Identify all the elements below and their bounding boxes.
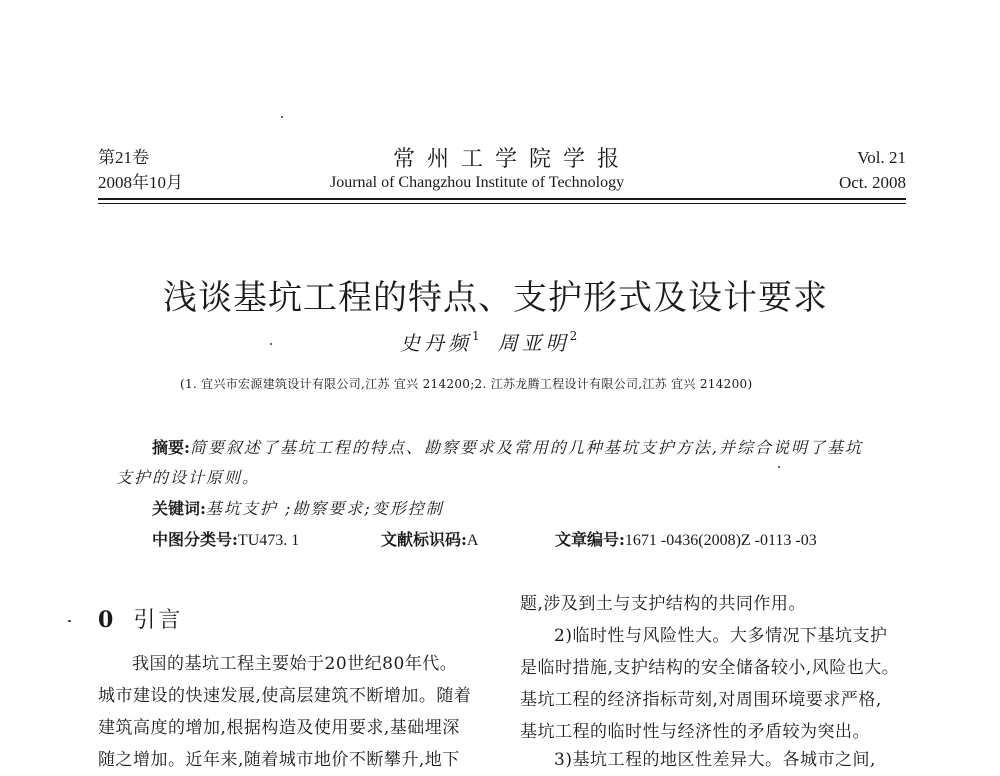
body-line: 2)临时性与风险性大。大多情况下基坑支护 <box>554 626 888 646</box>
section-heading <box>98 603 183 634</box>
section-number: 0 <box>98 607 114 633</box>
abstract-text: 简要叙述了基坑工程的特点、勘察要求及常用的几种基坑支护方法,并综合说明了基坑 <box>189 438 864 457</box>
authors <box>400 327 577 356</box>
doc-code-value: A <box>466 532 479 549</box>
doc-code-label: 文献标识码: <box>381 530 467 549</box>
abstract-line-1 <box>152 437 863 459</box>
header-date-cn: 2008年10月 <box>98 173 183 192</box>
article-number <box>555 529 817 552</box>
body-line: 城市建设的快速发展,使高层建筑不断增加。随着 <box>98 686 472 706</box>
author-1-affil-mark: 1 <box>472 329 480 343</box>
scan-speck <box>281 116 283 118</box>
journal-name-cn: 常州工学院学报 <box>393 147 632 172</box>
scan-speck <box>778 466 780 468</box>
clc-label: 中图分类号: <box>152 530 238 549</box>
scan-speck <box>270 343 272 345</box>
author-1: 史丹频 <box>400 331 472 355</box>
scan-speck <box>68 620 71 622</box>
clc-value: TU473. 1 <box>237 532 300 549</box>
body-line: 基坑工程的临时性与经济性的矛盾较为突出。 <box>520 722 870 742</box>
author-2: 周亚明 <box>497 331 570 355</box>
abstract-label: 摘要: <box>152 438 190 457</box>
article-number-value: 1671 -0436(2008)Z -0113 -03 <box>624 532 817 549</box>
abstract-line-2 <box>116 467 260 489</box>
clc-number <box>152 529 299 552</box>
article-title: 浅谈基坑工程的特点、支护形式及设计要求 <box>163 278 828 318</box>
header-rule-bottom <box>98 203 906 204</box>
header-rule-top <box>98 198 906 200</box>
header-volume: 第21卷 <box>98 148 149 167</box>
body-line: 题,涉及到土与支护结构的共同作用。 <box>520 594 806 614</box>
section-title: 引言 <box>133 608 184 633</box>
body-line: 建筑高度的增加,根据构造及使用要求,基础埋深 <box>98 718 460 738</box>
keywords-value: 基坑支护 ;勘察要求;变形控制 <box>205 499 444 518</box>
body-line: 基坑工程的经济指标苛刻,对周围环境要求严格, <box>520 690 882 710</box>
body-line: 3)基坑工程的地区性差异大。各城市之间, <box>554 750 876 770</box>
body-line: 是临时措施,支护结构的安全储备较小,风险也大。 <box>520 658 900 678</box>
keywords-label: 关键词: <box>152 499 206 518</box>
abstract-text-cont: 支护的设计原则。 <box>116 468 261 487</box>
header-date-en: Oct. 2008 <box>838 173 906 192</box>
article-number-label: 文章编号: <box>555 530 625 549</box>
body-line: 随之增加。近年来,随着城市地价不断攀升,地下 <box>98 750 460 770</box>
journal-name-en: Journal of Changzhou Institute of Technology <box>330 174 625 191</box>
header-vol-en: Vol. 21 <box>857 148 906 167</box>
body-line: 我国的基坑工程主要始于20世纪80年代。 <box>132 654 458 674</box>
author-2-affil-mark: 2 <box>569 329 578 343</box>
affiliations: (1. 宜兴市宏源建筑设计有限公司,江苏 宜兴 214200;2. 江苏龙腾工程设计有限公司,江苏 宜兴 214200) <box>180 377 753 391</box>
keywords <box>152 498 444 520</box>
doc-code <box>381 529 478 552</box>
